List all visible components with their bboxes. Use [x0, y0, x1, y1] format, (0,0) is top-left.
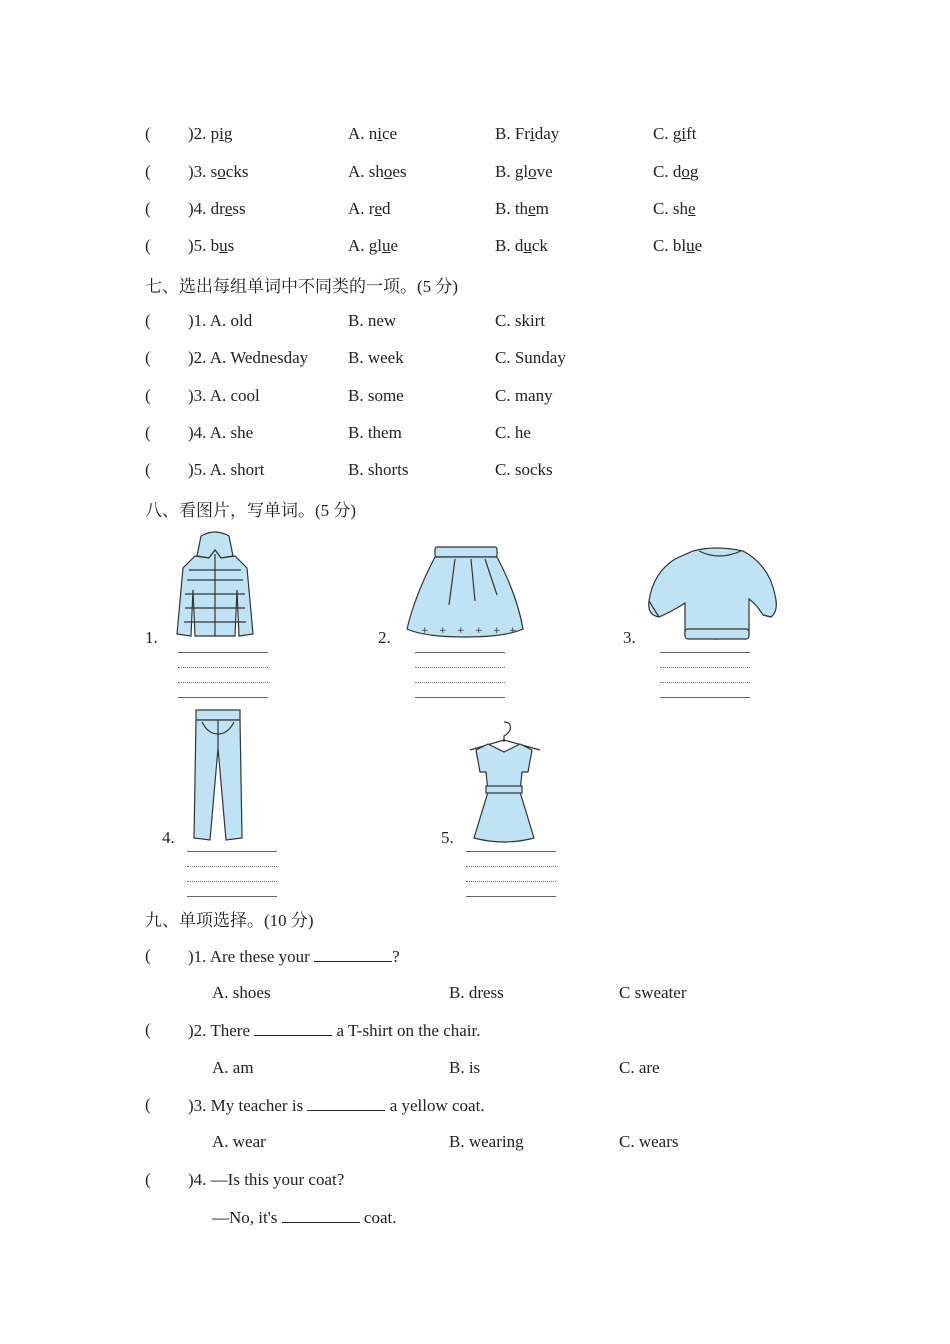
answer-paren[interactable]: (	[145, 348, 151, 367]
underlined-letter: i	[219, 124, 224, 143]
question-text: a T-shirt on the chair.	[336, 1021, 481, 1040]
option-c[interactable]: C. many	[495, 386, 553, 405]
section9-title: 九、单项选择。(10 分)	[145, 911, 314, 930]
item-number: 3.	[623, 628, 636, 647]
dress-icon	[462, 720, 547, 845]
option-a[interactable]: )1. A. old	[188, 311, 253, 330]
answer-paren[interactable]: (	[145, 386, 151, 405]
option-c[interactable]: C. blue	[653, 236, 703, 255]
question-text: a yellow coat.	[389, 1096, 485, 1115]
svg-text:+: +	[509, 626, 517, 636]
option-c[interactable]: C sweater	[619, 983, 687, 1002]
answer-paren[interactable]: (	[145, 199, 151, 218]
option-b[interactable]: B. wearing	[449, 1132, 524, 1151]
question-text: )3. My teacher is	[188, 1096, 304, 1115]
answer-paren[interactable]: (	[145, 946, 151, 965]
fill-blank[interactable]	[254, 1019, 332, 1036]
option-a[interactable]: A. nice	[348, 124, 398, 143]
write-lines[interactable]	[178, 652, 268, 712]
option-c[interactable]: C. she	[653, 199, 696, 218]
svg-text:+: +	[475, 626, 483, 636]
answer-paren[interactable]: (	[145, 423, 151, 442]
jeans-icon	[190, 708, 246, 843]
fill-blank[interactable]	[282, 1206, 360, 1223]
option-c[interactable]: C. wears	[619, 1132, 679, 1151]
option-a[interactable]: )4. A. she	[188, 423, 254, 442]
question-text: coat.	[363, 1208, 397, 1227]
option-a[interactable]: A. red	[348, 199, 391, 218]
option-a[interactable]: )2. A. Wednesday	[188, 348, 309, 367]
answer-paren[interactable]: (	[145, 1020, 151, 1039]
option-a[interactable]: A. am	[212, 1058, 254, 1077]
write-lines[interactable]	[466, 851, 556, 911]
svg-text:+: +	[457, 626, 465, 636]
option-c[interactable]: C. are	[619, 1058, 660, 1077]
question-text: )4. —Is this your coat?	[188, 1170, 345, 1189]
option-c[interactable]: C. gift	[653, 124, 697, 143]
option-a[interactable]: )5. A. short	[188, 460, 265, 479]
option-c[interactable]: C. he	[495, 423, 531, 442]
answer-paren[interactable]: (	[145, 311, 151, 330]
fill-blank[interactable]	[307, 1094, 385, 1111]
skirt-icon	[405, 545, 525, 640]
option-b[interactable]: B. shorts	[348, 460, 409, 479]
option-c[interactable]: C. Sunday	[495, 348, 566, 367]
write-lines[interactable]	[415, 652, 505, 712]
svg-text:+: +	[493, 626, 501, 636]
word-part: g	[223, 124, 233, 143]
svg-text:+: +	[421, 626, 429, 636]
answer-paren[interactable]: (	[145, 1170, 151, 1189]
question-number: )2.	[188, 124, 207, 143]
option-a[interactable]: )3. A. cool	[188, 386, 260, 405]
section7-title: 七、选出每组单词中不同类的一项。(5 分)	[145, 277, 459, 296]
item-number: 5.	[441, 828, 454, 847]
option-b[interactable]: B. dress	[449, 983, 504, 1002]
answer-paren[interactable]: (	[145, 1095, 151, 1114]
option-b[interactable]: B. week	[348, 348, 404, 367]
section8-title: 八、看图片，写单词。(5 分)	[145, 501, 357, 520]
write-lines[interactable]	[660, 652, 750, 712]
question-text: —No, it's	[212, 1208, 278, 1227]
option-b[interactable]: B. Friday	[495, 124, 560, 143]
jacket-icon	[175, 530, 255, 640]
option-b[interactable]: B. glove	[495, 162, 553, 181]
option-b[interactable]: B. duck	[495, 236, 548, 255]
question-text: )1. Are these your	[188, 947, 310, 966]
fill-blank[interactable]	[314, 945, 392, 962]
option-a[interactable]: A. glue	[348, 236, 399, 255]
option-b[interactable]: B. is	[449, 1058, 481, 1077]
item-number: 1.	[145, 628, 158, 647]
option-a[interactable]: A. shoes	[348, 162, 407, 181]
question-text: )2. There	[188, 1021, 250, 1040]
word-part: p	[210, 124, 220, 143]
item-number: 2.	[378, 628, 391, 647]
answer-paren[interactable]: (	[145, 460, 151, 479]
sweater-icon	[645, 545, 780, 645]
svg-text:+: +	[439, 626, 447, 636]
answer-paren[interactable]: (	[145, 236, 151, 255]
option-b[interactable]: B. new	[348, 311, 397, 330]
option-b[interactable]: B. some	[348, 386, 404, 405]
option-c[interactable]: C. skirt	[495, 311, 546, 330]
option-a[interactable]: A. wear	[212, 1132, 266, 1151]
option-a[interactable]: A. shoes	[212, 983, 271, 1002]
write-lines[interactable]	[187, 851, 277, 911]
answer-paren[interactable]: (	[145, 162, 151, 181]
option-c[interactable]: C. socks	[495, 460, 553, 479]
item-number: 4.	[162, 828, 175, 847]
option-b[interactable]: B. them	[348, 423, 402, 442]
answer-paren[interactable]: (	[145, 124, 151, 143]
question-text: ?	[392, 947, 400, 966]
option-b[interactable]: B. them	[495, 199, 549, 218]
option-c[interactable]: C. dog	[653, 162, 699, 181]
